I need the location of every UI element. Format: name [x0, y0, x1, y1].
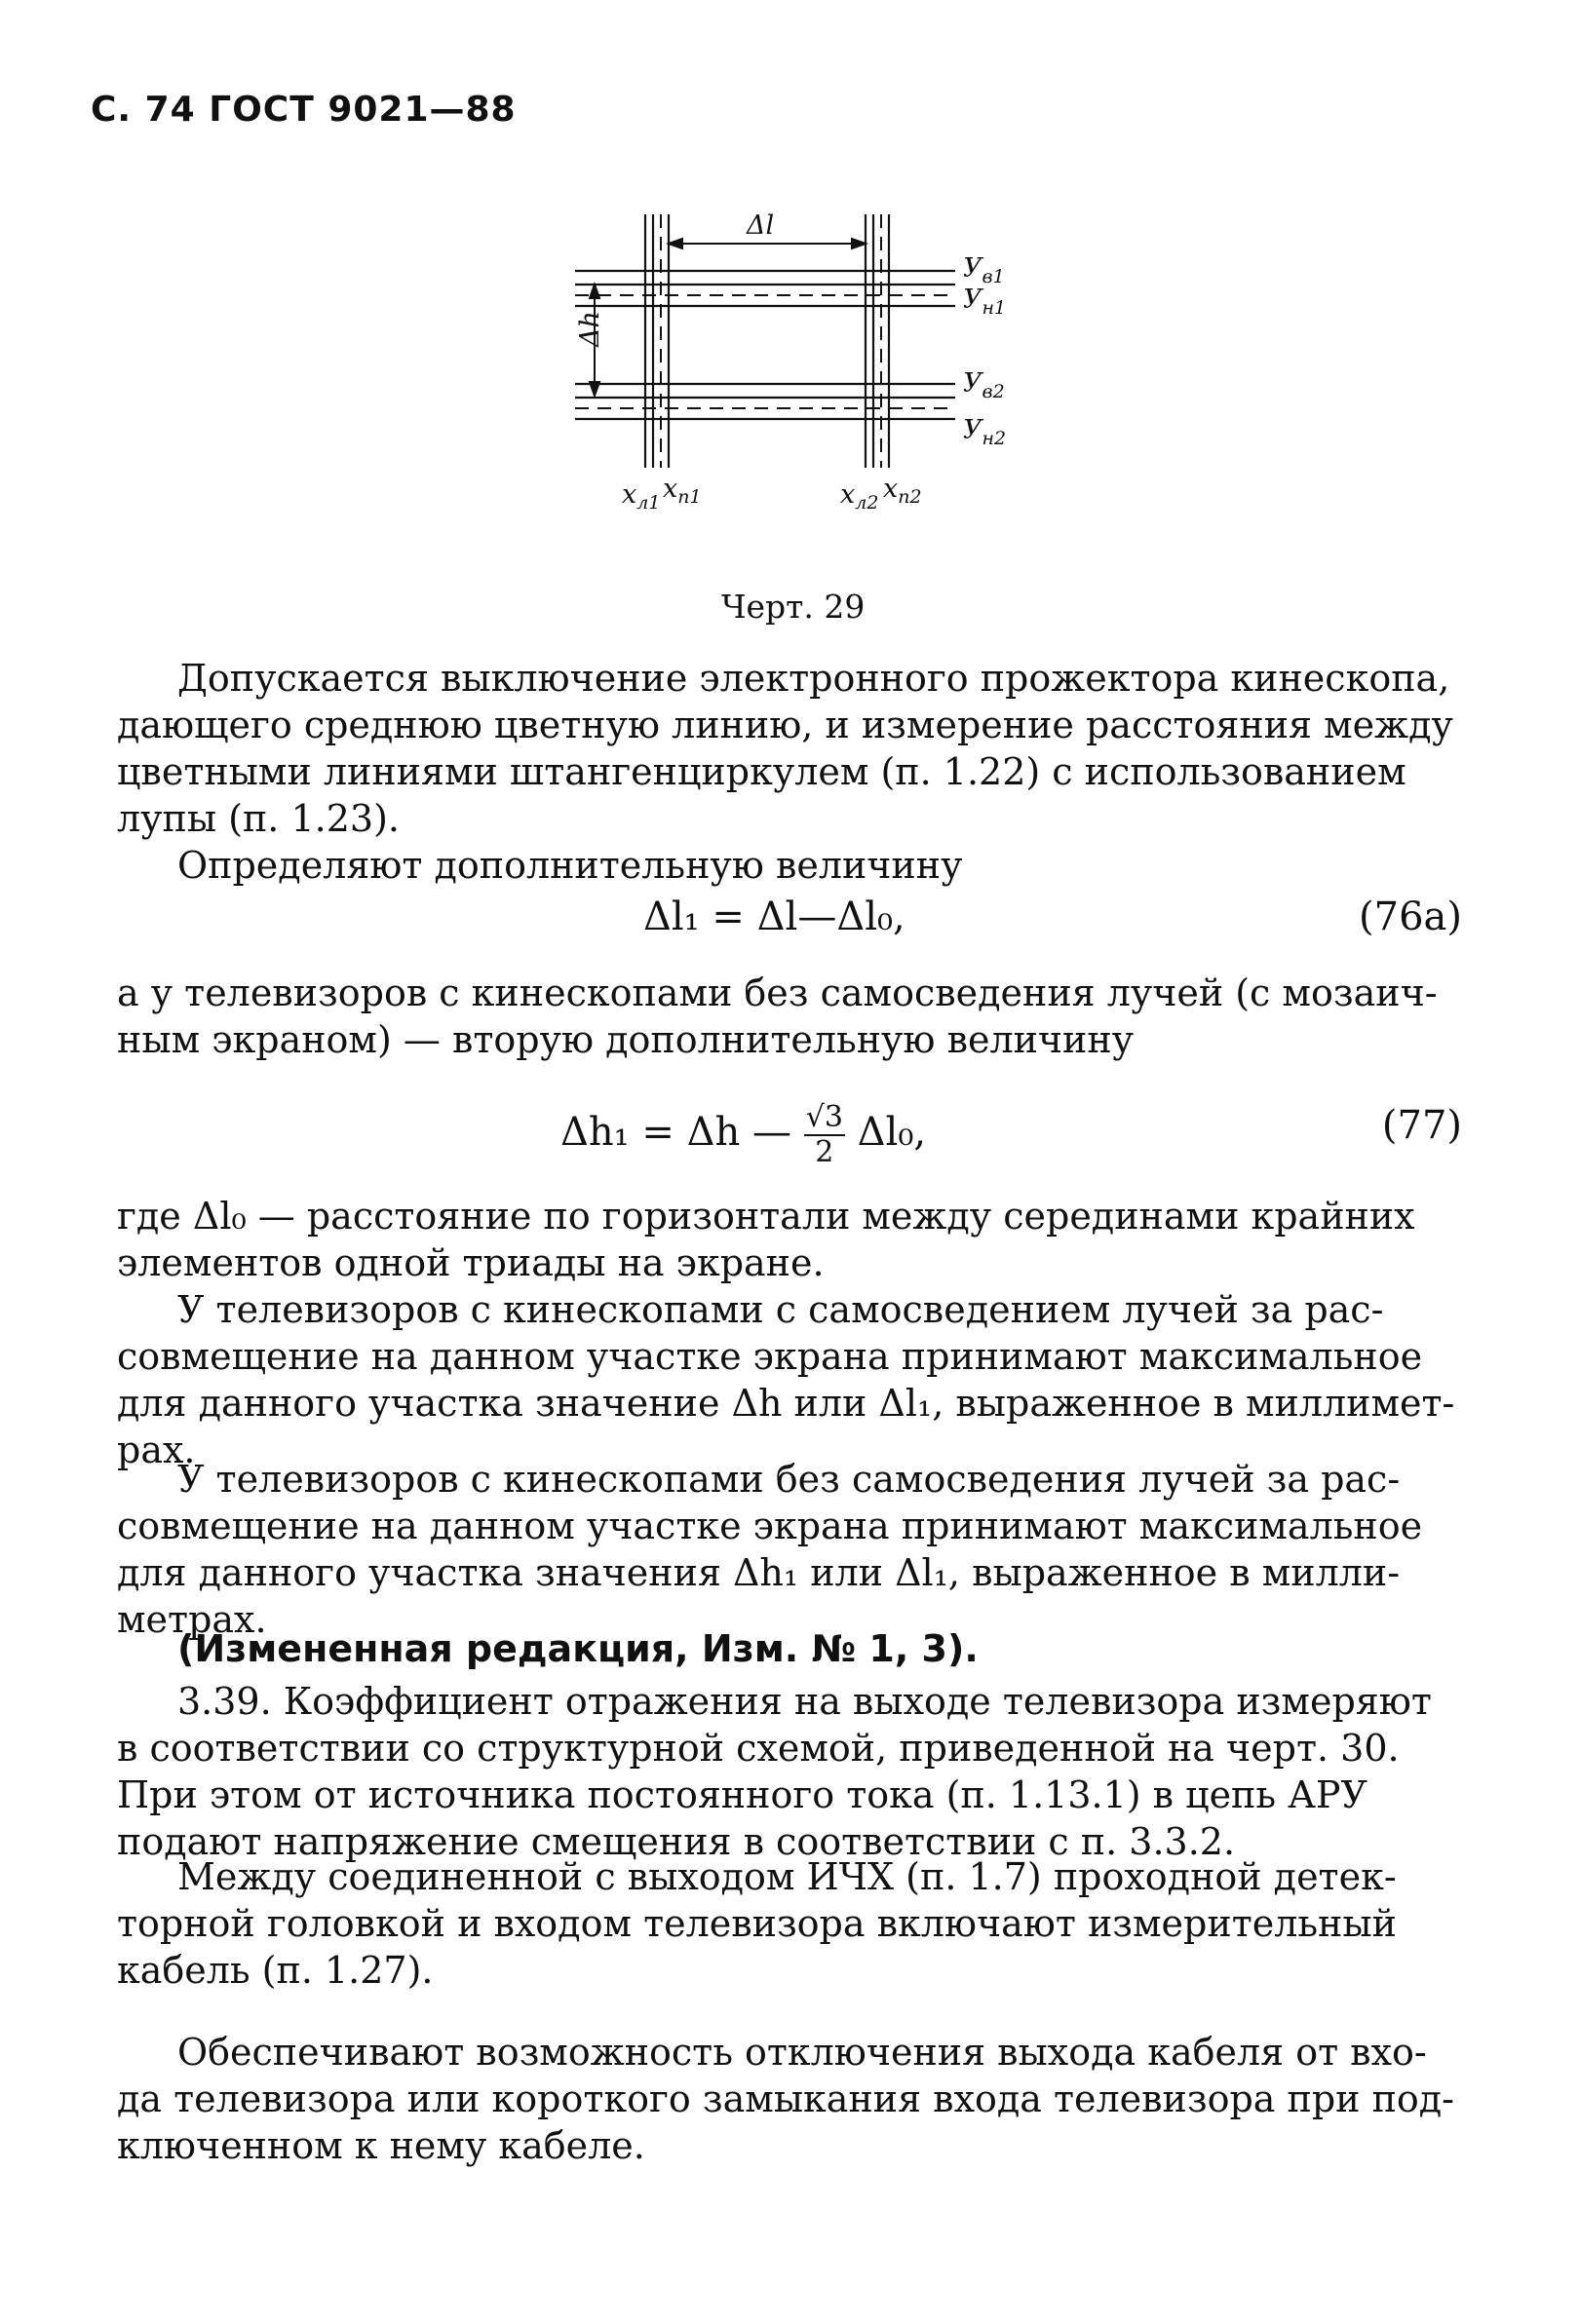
label-yv2: $У_{в2}$	[963, 368, 1005, 402]
label-yv1: $У_{в1}$	[963, 253, 1005, 287]
paragraph-3	[117, 970, 1462, 1063]
text-line: кабель (п. 1.27).	[117, 1949, 434, 1992]
text-line: При этом от источника постоянного тока (п. 1.13.1) в цепь АРУ	[117, 1773, 1367, 1816]
text-line: 3.39. Коэффициент отражения на выходе телевизора измеряют	[177, 1680, 1432, 1723]
paragraph-2	[117, 842, 1462, 889]
text-line: Между соединенной с выходом ИЧХ (п. 1.7) проходной детек-	[177, 1855, 1397, 1898]
fraction-denominator: 2	[815, 1135, 834, 1169]
equation-77-fraction	[804, 1100, 845, 1169]
text-line: в соответствии со структурной схемой, приведенной на черт. 30.	[117, 1727, 1400, 1770]
fraction-numerator: √3	[805, 1100, 843, 1134]
text-line: ным экраном) — вторую дополнительную величину	[117, 1018, 1135, 1061]
text-line: где Δl₀ — расстояние по горизонтали между серединами крайних	[117, 1195, 1415, 1238]
text-line: совмещение на данном участке экрана принимают максимальное	[117, 1505, 1423, 1547]
label-yn2: $У_{н2}$	[963, 415, 1007, 449]
paragraph-8	[117, 1853, 1462, 1994]
text-line: цветными линиями штангенциркулем (п. 1.22) с использованием	[117, 750, 1406, 793]
label-yn1: $У_{н1}$	[963, 285, 1007, 319]
text-line: совмещение на данном участке экрана принимают максимальное	[117, 1335, 1423, 1378]
label-xp2: $x_{п2}$	[883, 474, 922, 508]
paragraph-5	[117, 1286, 1462, 1473]
amendment-note	[117, 1625, 1462, 1672]
text-line: для данного участка значения Δh₁ или Δl₁, выраженное в милли-	[117, 1551, 1401, 1594]
text-line: ключенном к нему кабеле.	[117, 2124, 645, 2167]
text-line: лупы (п. 1.23).	[117, 797, 400, 840]
text-line: Допускается выключение электронного прожектора кинескопа,	[177, 657, 1450, 700]
equation-77-body	[560, 1100, 927, 1169]
label-xl2: $x_{л2}$	[840, 479, 879, 514]
label-xp1: $x_{п1}$	[663, 474, 702, 508]
text-line: для данного участка значение Δh или Δl₁, выраженное в миллимет-	[117, 1382, 1455, 1425]
label-delta-l: Δl	[747, 210, 775, 241]
text-line: метрах.	[117, 1598, 267, 1641]
text-line: а у телевизоров с кинескопами без самосведения лучей (с мозаич-	[117, 972, 1438, 1014]
text-line: У телевизоров с кинескопами без самосведения лучей за рас-	[177, 1458, 1401, 1501]
text-line: элементов одной триады на экране.	[117, 1241, 825, 1284]
equation-76a-number: (76а)	[1359, 895, 1462, 939]
page-header: С. 74 ГОСТ 9021—88	[91, 90, 517, 130]
paragraph-9	[117, 2029, 1462, 2169]
amendment-text: (Измененная редакция, Изм. № 1, 3).	[177, 1627, 979, 1670]
paragraph-6	[117, 1456, 1462, 1643]
equation-76a	[117, 895, 1462, 949]
label-delta-h: Δh	[575, 311, 605, 347]
figure-caption: Черт. 29	[721, 588, 866, 626]
paragraph-1	[117, 655, 1462, 842]
label-xl1: $x_{л1}$	[622, 479, 661, 514]
paragraph-7	[117, 1678, 1462, 1865]
text-line: Определяют дополнительную величину	[177, 844, 963, 887]
text-line: Обеспечивают возможность отключения выхода кабеля от вхо-	[177, 2031, 1427, 2074]
text-line: торной головкой и входом телевизора включают измерительный	[117, 1902, 1397, 1945]
text-line: да телевизора или короткого замыкания входа телевизора при под-	[117, 2077, 1455, 2120]
equation-77-number: (77)	[1381, 1103, 1462, 1148]
text-line: подают напряжение смещения в соответствии с п. 3.3.2.	[117, 1820, 1236, 1863]
equation-77-left: Δh₁ = Δh —	[560, 1110, 791, 1155]
text-line: дающего среднюю цветную линию, и измерение расстояния между	[117, 704, 1453, 746]
grid-diagram	[556, 205, 1043, 555]
equation-77-right: Δl₀,	[857, 1110, 927, 1155]
equation-77	[117, 1089, 1462, 1167]
text-line: рах.	[117, 1429, 196, 1471]
equation-76a-body: Δl₁ = Δl—Δl₀,	[643, 895, 905, 939]
paragraph-4	[117, 1193, 1462, 1286]
text-line: У телевизоров с кинескопами с самосведением лучей за рас-	[177, 1288, 1384, 1331]
figure-29	[556, 205, 1043, 555]
